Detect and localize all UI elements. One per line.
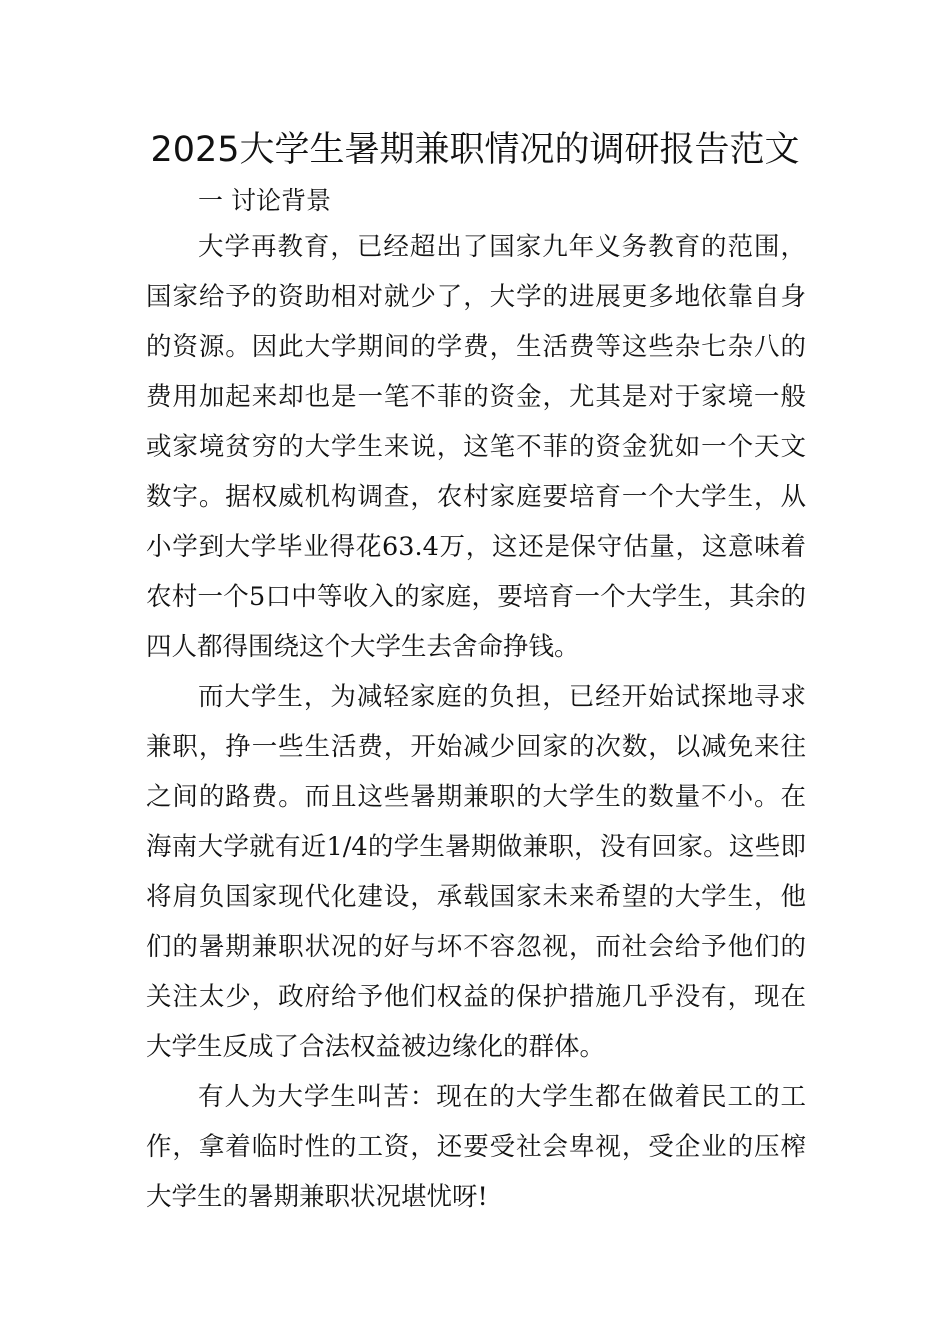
paragraph-1-line-8: 农村一个5口中等收入的家庭，要培育一个大学生，其余的 <box>146 582 806 612</box>
paragraph-1-line-2: 国家给予的资助相对就少了，大学的进展更多地依靠自身 <box>146 282 806 312</box>
paragraph-1-line-7: 小学到大学毕业得花63.4万，这还是保守估量，这意味着 <box>146 532 806 562</box>
paragraph-2-line-3: 之间的路费。而且这些暑期兼职的大学生的数量不小。在 <box>146 782 806 812</box>
paragraph-1-line-4: 费用加起来却也是一笔不菲的资金，尤其是对于家境一般 <box>146 382 806 412</box>
paragraph-2-line-7: 关注太少，政府给予他们权益的保护措施几乎没有，现在 <box>146 982 806 1012</box>
paragraph-2-line-5: 将肩负国家现代化建设，承载国家未来希望的大学生，他 <box>146 882 806 912</box>
document-title: 2025大学生暑期兼职情况的调研报告范文 <box>150 130 800 170</box>
paragraph-3-line-1: 有人为大学生叫苦：现在的大学生都在做着民工的工 <box>198 1082 806 1112</box>
paragraph-1-line-9: 四人都得围绕这个大学生去舍命挣钱。 <box>146 632 580 662</box>
paragraph-1-line-5: 或家境贫穷的大学生来说，这笔不菲的资金犹如一个天文 <box>146 432 806 462</box>
paragraph-2-line-4: 海南大学就有近1/4的学生暑期做兼职，没有回家。这些即 <box>146 832 806 862</box>
paragraph-2-line-8: 大学生反成了合法权益被边缘化的群体。 <box>146 1032 606 1062</box>
paragraph-3-line-3: 大学生的暑期兼职状况堪忧呀! <box>146 1182 488 1212</box>
paragraph-3-line-2: 作，拿着临时性的工资，还要受社会卑视，受企业的压榨 <box>146 1132 806 1162</box>
section-heading: 一 讨论背景 <box>198 186 331 215</box>
paragraph-1-line-3: 的资源。因此大学期间的学费，生活费等这些杂七杂八的 <box>146 332 806 362</box>
paragraph-1-line-6: 数字。据权威机构调查，农村家庭要培育一个大学生，从 <box>146 482 806 512</box>
paragraph-2-line-2: 兼职，挣一些生活费，开始减少回家的次数，以减免来往 <box>146 732 806 762</box>
paragraph-1-line-1: 大学再教育，已经超出了国家九年义务教育的范围， <box>198 232 806 262</box>
paragraph-2-line-1: 而大学生，为减轻家庭的负担，已经开始试探地寻求 <box>198 682 806 712</box>
paragraph-2-line-6: 们的暑期兼职状况的好与坏不容忽视，而社会给予他们的 <box>146 932 806 962</box>
